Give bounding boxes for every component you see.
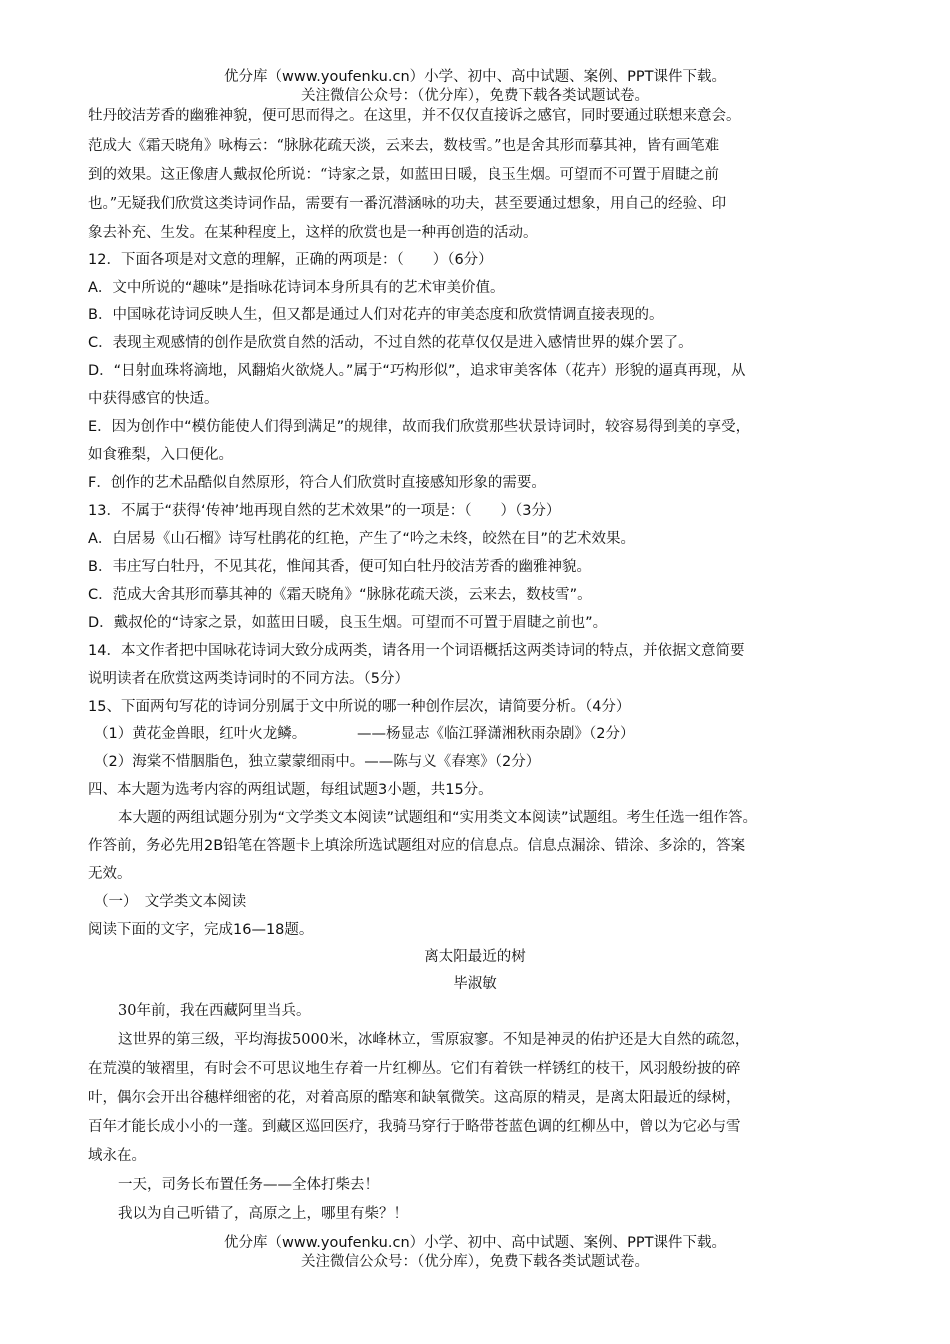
section-4-instructions: 本大题的两组试题分别为“文学类文本阅读”试题组和“实用类文本阅读”试题组。考生任选一组作答。 bbox=[118, 810, 758, 826]
question-12-option: C．表现主观感情的创作是欣赏自然的活动，不过自然的花草仅仅是进入感情世界的媒介罢了。 bbox=[88, 335, 693, 351]
question-12-option: E．因为创作中“模仿能使人们得到满足”的规律，故而我们欣赏那些状景诗词时，较容易得到美的享受， bbox=[88, 419, 751, 435]
question-13-option: B．韦庄写白牡丹，不见其花，惟闻其香，便可知白牡丹皎洁芳香的幽雅神貌。 bbox=[88, 559, 591, 575]
question-13-stem: 13．不属于“获得‘传神’地再现自然的艺术效果”的一项是：（ ）（3分） bbox=[88, 503, 561, 519]
question-14-line: 14．本文作者把中国咏花诗词大致分成两类，请各用一个词语概括这两类诗词的特点，并依据文意简要 bbox=[88, 643, 745, 659]
header-line-1: 优分库（www.youfenku.cn）小学、初中、高中试题、案例、PPT课件下载。 bbox=[224, 69, 726, 85]
question-14-line: 说明读者在欣赏这两类诗词时的不同方法。（5分） bbox=[88, 671, 409, 687]
header-line-2: 关注微信公众号：（优分库），免费下载各类试题试卷。 bbox=[301, 88, 649, 104]
question-13-option: D．戴叔伦的“诗家之景，如蓝田日暖，良玉生烟。可望而不可置于眉睫之前也”。 bbox=[88, 615, 608, 631]
story-paragraph: 这世界的第三级，平均海拔5000米，冰峰林立，雪原寂寥。不知是神灵的佑护还是大自然的疏忽， bbox=[118, 1032, 750, 1048]
passage-line: 也。”无疑我们欣赏这类诗词作品，需要有一番沉潜涵咏的功夫，甚至要通过想象，用自己的经验、印 bbox=[88, 196, 727, 212]
question-12-option: B．中国咏花诗词反映人生，但又都是通过人们对花卉的审美态度和欣赏情调直接表现的。 bbox=[88, 307, 664, 323]
question-12-option: 如食雅梨，入口便化。 bbox=[88, 447, 233, 463]
question-12-option: D．“日射血珠将滴地，风翻焰火欲烧人。”属于“巧构形似”，追求审美客体（花卉）形貌的逼真再现，从 bbox=[88, 363, 746, 379]
footer-line-1: 优分库（www.youfenku.cn）小学、初中、高中试题、案例、PPT课件下载。 bbox=[224, 1235, 726, 1251]
question-15-stem: 15、下面两句写花的诗词分别属于文中所说的哪一种创作层次，请简要分析。（4分） bbox=[88, 699, 631, 715]
passage-line: 到的效果。这正像唐人戴叔伦所说：“诗家之景，如蓝田日暖，良玉生烟。可望而不可置于眉睫之前 bbox=[88, 167, 719, 183]
question-15-item: （2）海棠不惜胭脂色，独立蒙蒙细雨中。——陈与义《春寒》（2分） bbox=[94, 754, 541, 770]
question-12-option: A．文中所说的“趣味”是指咏花诗词本身所具有的艺术审美价值。 bbox=[88, 280, 505, 296]
story-paragraph: 一天，司务长布置任务——全体打柴去！ bbox=[118, 1177, 379, 1193]
question-13-option: A．白居易《山石榴》诗写杜鹃花的红艳，产生了“吟之未终，皎然在目”的艺术效果。 bbox=[88, 531, 635, 547]
question-15-item: （1）黄花金兽眼，红叶火龙鳞。 ——杨显志《临江驿潇湘秋雨杂剧》（2分） bbox=[94, 726, 635, 742]
passage-line: 象去补充、生发。在某种程度上，这样的欣赏也是一种再创造的活动。 bbox=[88, 225, 538, 241]
question-13-option: C．范成大舍其形而摹其神的《霜天晓角》“脉脉花疏天淡，云来去，数枝雪”。 bbox=[88, 587, 592, 603]
story-paragraph: 域永在。 bbox=[88, 1148, 146, 1164]
group-title: （一） 文学类文本阅读 bbox=[94, 894, 247, 910]
question-12-option: F．创作的艺术品酷似自然原形，符合人们欣赏时直接感知形象的需要。 bbox=[88, 475, 546, 491]
passage-line: 牡丹皎洁芳香的幽雅神貌，便可思而得之。在这里，并不仅仅直接诉之感官，同时要通过联想来意会。 bbox=[88, 108, 741, 124]
footer-line-2: 关注微信公众号：（优分库），免费下载各类试题试卷。 bbox=[301, 1254, 649, 1270]
story-paragraph: 叶，偶尔会开出谷穗样细密的花，对着高原的酷寒和缺氧微笑。这高原的精灵，是离太阳最近的绿树， bbox=[88, 1090, 741, 1106]
read-prompt: 阅读下面的文字，完成16—18题。 bbox=[88, 922, 314, 938]
story-paragraph: 我以为自己听错了，高原之上，哪里有柴？！ bbox=[118, 1206, 408, 1222]
story-paragraph: 百年才能长成小小的一蓬。到藏区巡回医疗，我骑马穿行于略带苍蓝色调的红柳丛中，曾以为它必与雪 bbox=[88, 1119, 741, 1135]
story-title: 离太阳最近的树 bbox=[424, 949, 526, 965]
section-4-instructions: 无效。 bbox=[88, 866, 132, 882]
story-author: 毕淑敏 bbox=[453, 976, 497, 992]
story-paragraph: 30年前，我在西藏阿里当兵。 bbox=[118, 1003, 311, 1019]
section-4-instructions: 作答前，务必先用2B铅笔在答题卡上填涂所选试题组对应的信息点。信息点漏涂、错涂、多涂的，答案 bbox=[88, 838, 746, 854]
question-12-stem: 12．下面各项是对文意的理解，正确的两项是：（ ）（6分） bbox=[88, 252, 493, 268]
passage-line: 范成大《霜天晓角》咏梅云：“脉脉花疏天淡，云来去，数枝雪。”也是舍其形而摹其神，皆有画笔难 bbox=[88, 138, 720, 154]
story-paragraph: 在荒漠的皱褶里，有时会不可思议地生存着一片红柳丛。它们有着铁一样锈红的枝干，风羽般纷披的碎 bbox=[88, 1061, 741, 1077]
question-12-option: 中获得感官的快适。 bbox=[88, 391, 219, 407]
section-4-title: 四、本大题为选考内容的两组试题，每组试题3小题，共15分。 bbox=[88, 782, 493, 798]
